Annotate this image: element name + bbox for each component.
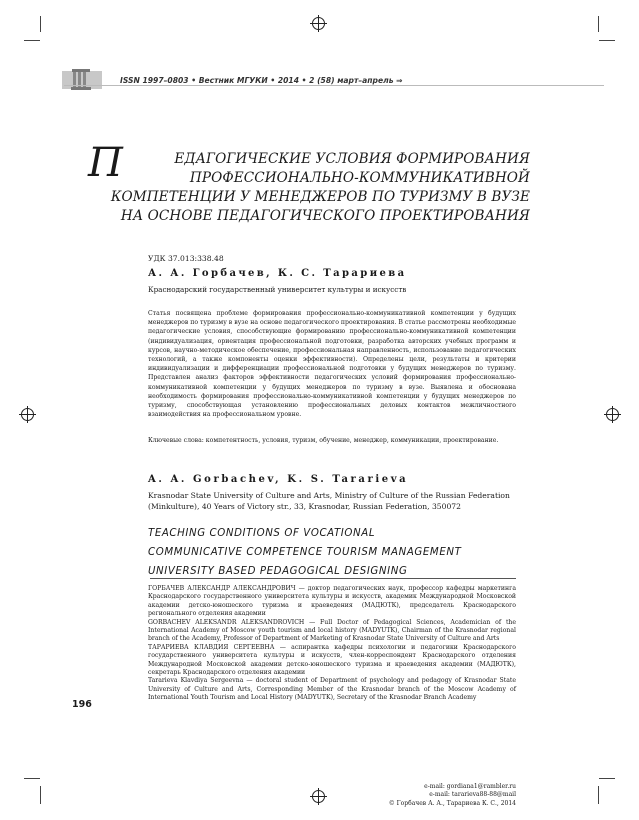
authors-en: A. A. Gorbachev, K. S. Tararieva (148, 474, 409, 485)
title-line: ПРОФЕССИОНАЛЬНО-КОММУНИКАТИВНОЙ (189, 170, 530, 186)
registration-mark-icon (21, 408, 34, 421)
contacts (360, 783, 516, 808)
journal-info: ISSN 1997–0803 • Вестник МГУКИ • 2014 • 2 (58) март–апрель ⇒ (120, 76, 407, 85)
title-en-line: COMMUNICATIVE COMPETENCE TOURISM MANAGEMENT (148, 547, 462, 558)
page-number: 196 (72, 699, 92, 710)
separator (150, 578, 516, 579)
header-rule (64, 85, 604, 86)
bio-paragraph: ГОРБАЧЕВ АЛЕКСАНДР АЛЕКСАНДРОВИЧ — доктор педагогических наук, профессор кафедры маркетинга Краснодарского государственного университета культуры и искусств, академик Международной Московской академии детско-юношеского туризма и краеведения (МАДЮТК), председатель Краснодарского регионального отделения академии (148, 585, 516, 618)
title-en-line: UNIVERSITY BASED PEDAGOGICAL DESIGNING (148, 566, 408, 577)
affiliation-en: Krasnodar State University of Culture and Arts, Ministry of Culture of the Russian Federation (Minkulture), 40 Years of Victory str., 33, Krasnodar, Russian Federation, 350072 (148, 491, 510, 511)
authors-ru: А. А. Горбачев, К. С. Тарариева (148, 268, 407, 279)
udk-code: УДК 37.013:338.48 (148, 254, 224, 263)
bio-paragraph: Tararieva Klavdiya Sergeevna — doctoral student of Department of psychology and pedagogy of Krasnodar State University of Culture and Arts, Corresponding Member of the Krasnodar branch of the Moscow Academy of International Youth Tourism and Local History (MADYUTK), Secretary of the Krasnodar Branch Academy (148, 677, 516, 702)
abstract-ru: Статья посвящена проблеме формирования профессионально-коммуникативной компетенции у будущих менеджеров по туризму в вузе на основе педагогического проектирования. В статье рассмотрены необходимые педагогические условия, способствующие формированию профессионально-коммуникативной компетенции (индивидуализация, ориентация профессиональной подготовки, разработка авторских учебных программ и курсов, научно-методическое обеспечение, профессиональная направленность, использование педагогических технологий, а также компоненты оценки эффективности). Определены цели, результаты и критерии индивидуализации и дифференциации профессиональной подготовки у будущих менеджеров по туризму. Представлен анализ факторов эффективности педагогических условий формирования профессионально-коммуникативной компетенции у будущих менеджеров по туризму в вузе. Выявлена и обоснована необходимость формирования профессионально-коммуникативной компетенции у будущих менеджеров по туризму, способствующая установлению профессиональных деловых контактов межличностного взаимодействия на профессиональном уровне. (148, 310, 516, 419)
copyright: © Горбачев А. А., Тарариева К. С., 2014 (388, 799, 516, 807)
title-line: ЕДАГОГИЧЕСКИЕ УСЛОВИЯ ФОРМИРОВАНИЯ (174, 151, 530, 167)
bio-paragraph: GORBACHEV ALEKSANDR ALEKSANDROVICH — Full Doctor of Pedagogical Sciences, Academician of the International Academy of Moscow youth tourism and local history (MADYUTK), Chairman of the Krasnodar regional branch of the Academy, Professor of Department of Marketing of Krasnodar State University of Culture and Arts (148, 618, 516, 643)
title-line: КОМПЕТЕНЦИИ У МЕНЕДЖЕРОВ ПО ТУРИЗМУ В ВУЗЕ (110, 189, 530, 205)
email-tararieva[interactable]: e-mail: tararieva88-88@mail (429, 791, 516, 799)
registration-mark-icon (312, 790, 325, 803)
article-title-ru (60, 140, 530, 226)
article-title-en (148, 524, 461, 581)
bio-paragraph: ТАРАРИЕВА КЛАВДИЯ СЕРГЕЕВНА — аспирантка кафедры психологии и педагогики Краснодарского государственного университета культуры и искусств, член-корреспондент Краснодарского отделения Международной Московской академии детско-юношеского туризма и краеведения академии (МАДЮТК), секретарь Краснодарского отделения академии (148, 643, 516, 677)
column-logo-icon (62, 68, 102, 92)
author-bios (148, 585, 516, 703)
registration-mark-icon (606, 408, 619, 421)
title-dropcap: П (88, 140, 123, 186)
title-en-line: TEACHING CONDITIONS OF VOCATIONAL (148, 528, 376, 539)
email-gorbachev[interactable]: e-mail: gordiana1@rambler.ru (424, 783, 516, 790)
title-line: НА ОСНОВЕ ПЕДАГОГИЧЕСКОГО ПРОЕКТИРОВАНИЯ (120, 208, 530, 224)
keywords-ru: Ключевые слова: компетентность, условия, туризм, обучение, менеджер, коммуникации, проектирование. (148, 437, 499, 444)
registration-mark-icon (312, 17, 325, 30)
affiliation-ru: Краснодарский государственный университет культуры и искусств (148, 285, 407, 294)
